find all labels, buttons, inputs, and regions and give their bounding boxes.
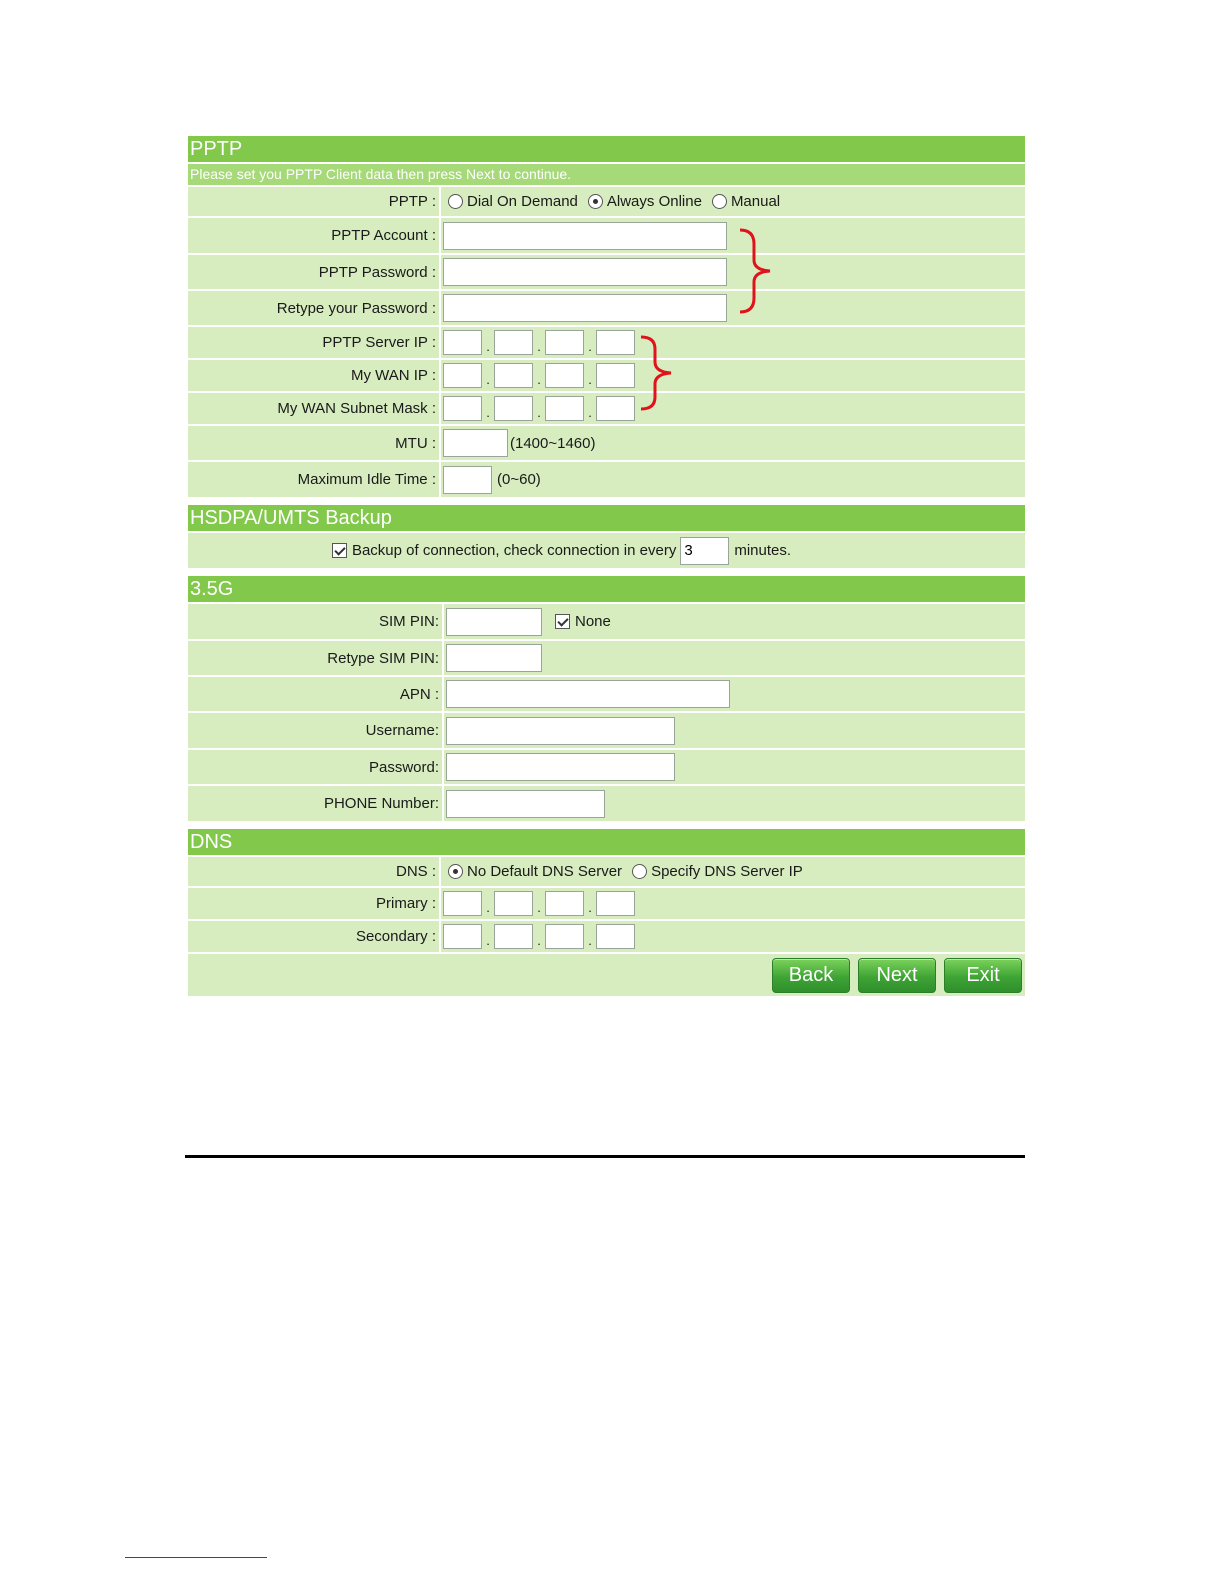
- section-title-pptp: PPTP: [188, 136, 1025, 162]
- radio-circle[interactable]: [448, 194, 463, 209]
- dns-secondary-label: Secondary :: [188, 921, 441, 952]
- password-input[interactable]: [446, 753, 675, 781]
- subnet-octet-4[interactable]: [596, 396, 635, 421]
- secondary-dns-octet-2[interactable]: [494, 924, 533, 949]
- secondary-dns-octet-4[interactable]: [596, 924, 635, 949]
- backup-text: Backup of connection, check connection in every: [351, 542, 677, 559]
- my-wan-ip-label: My WAN IP :: [188, 360, 441, 391]
- row-apn: [188, 675, 1025, 711]
- pptp-account-label: PPTP Account :: [188, 218, 441, 253]
- dot-separator: .: [537, 900, 541, 915]
- username-input[interactable]: [446, 717, 675, 745]
- row-password: [188, 748, 1025, 784]
- backup-interval-input[interactable]: [680, 537, 729, 565]
- pptp-account-input[interactable]: [443, 222, 727, 250]
- wan-subnet-mask-label: My WAN Subnet Mask :: [188, 393, 441, 424]
- backup-checkbox[interactable]: [332, 543, 347, 558]
- phone-number-input[interactable]: [446, 790, 605, 818]
- subnet-octet-3[interactable]: [545, 396, 584, 421]
- subnet-octet-2[interactable]: [494, 396, 533, 421]
- primary-dns-octet-2[interactable]: [494, 891, 533, 916]
- dot-separator: .: [537, 339, 541, 354]
- apn-input[interactable]: [446, 680, 730, 708]
- dot-separator: .: [588, 405, 592, 420]
- row-backup: [188, 531, 1025, 568]
- back-button[interactable]: Back: [772, 958, 850, 993]
- radio-circle[interactable]: [632, 864, 647, 879]
- retype-password-label: Retype your Password :: [188, 291, 441, 325]
- row-pptp-mode: [188, 185, 1025, 216]
- idle-range-hint: (0~60): [497, 471, 541, 488]
- row-pptp-server-ip: [188, 325, 1025, 358]
- row-pptp-account: [188, 216, 1025, 253]
- wan-ip-octet-2[interactable]: [494, 363, 533, 388]
- pptp-instructions: Please set you PPTP Client data then press Next to continue.: [188, 164, 1025, 185]
- dot-separator: .: [486, 405, 490, 420]
- primary-dns-octet-3[interactable]: [545, 891, 584, 916]
- page-divider: [185, 1155, 1025, 1158]
- sim-pin-label: SIM PIN:: [188, 604, 444, 639]
- dot-separator: .: [537, 372, 541, 387]
- backup-checkbox-label[interactable]: [332, 542, 676, 559]
- dns-primary-label: Primary :: [188, 888, 441, 919]
- primary-dns-octet-4[interactable]: [596, 891, 635, 916]
- retype-password-input[interactable]: [443, 294, 727, 322]
- dot-separator: .: [588, 372, 592, 387]
- username-label: Username:: [188, 713, 444, 748]
- retype-sim-pin-input[interactable]: [446, 644, 542, 672]
- phone-number-label: PHONE Number:: [188, 786, 444, 821]
- footnote-rule: [125, 1557, 267, 1558]
- dot-separator: .: [486, 372, 490, 387]
- mtu-label: MTU :: [188, 426, 441, 460]
- row-phone-number: [188, 784, 1025, 821]
- dot-separator: .: [537, 933, 541, 948]
- row-username: [188, 711, 1025, 748]
- row-dns-secondary: [188, 919, 1025, 952]
- pptp-mode-label: PPTP :: [188, 187, 441, 216]
- pptp-password-input[interactable]: [443, 258, 727, 286]
- dot-separator: .: [588, 900, 592, 915]
- none-checkbox[interactable]: [555, 614, 570, 629]
- radio-circle-selected[interactable]: [588, 194, 603, 209]
- max-idle-time-label: Maximum Idle Time :: [188, 462, 441, 497]
- row-pptp-password: [188, 253, 1025, 289]
- button-bar: [188, 952, 1025, 996]
- backup-unit: minutes.: [734, 542, 792, 559]
- mtu-input[interactable]: [443, 429, 508, 457]
- pptp-settings-panel: [188, 136, 1025, 996]
- row-dns-primary: [188, 886, 1025, 919]
- max-idle-time-input[interactable]: [443, 466, 492, 494]
- row-dns-mode: [188, 855, 1025, 886]
- exit-button[interactable]: Exit: [944, 958, 1022, 993]
- row-sim-pin: [188, 602, 1025, 639]
- radio-circle[interactable]: [712, 194, 727, 209]
- dot-separator: .: [486, 339, 490, 354]
- sim-pin-input[interactable]: [446, 608, 542, 636]
- dns-mode-label: DNS :: [188, 857, 441, 886]
- annotation-brace-account-icon: [736, 226, 780, 316]
- row-retype-sim-pin: [188, 639, 1025, 675]
- mtu-range-hint: (1400~1460): [510, 434, 596, 452]
- dot-separator: .: [588, 339, 592, 354]
- dot-separator: .: [588, 933, 592, 948]
- apn-label: APN :: [188, 677, 444, 711]
- radio-dial-on-demand[interactable]: Dial On Demand: [448, 193, 578, 210]
- section-title-dns: DNS: [188, 829, 1025, 855]
- radio-no-default-dns[interactable]: No Default DNS Server: [448, 863, 622, 880]
- server-ip-octet-3[interactable]: [545, 330, 584, 355]
- section-title-3-5g: 3.5G: [188, 576, 1025, 602]
- wan-ip-octet-3[interactable]: [545, 363, 584, 388]
- row-wan-subnet-mask: [188, 391, 1025, 424]
- radio-circle-selected[interactable]: [448, 864, 463, 879]
- retype-sim-pin-label: Retype SIM PIN:: [188, 641, 444, 675]
- dot-separator: .: [486, 933, 490, 948]
- primary-dns-octet-1[interactable]: [443, 891, 482, 916]
- server-ip-octet-2[interactable]: [494, 330, 533, 355]
- wan-ip-octet-1[interactable]: [443, 363, 482, 388]
- radio-manual[interactable]: Manual: [712, 193, 780, 210]
- wan-ip-octet-4[interactable]: [596, 363, 635, 388]
- secondary-dns-octet-3[interactable]: [545, 924, 584, 949]
- secondary-dns-octet-1[interactable]: [443, 924, 482, 949]
- server-ip-octet-1[interactable]: [443, 330, 482, 355]
- pptp-server-ip-label: PPTP Server IP :: [188, 327, 441, 358]
- sim-pin-none-option[interactable]: None: [555, 613, 611, 630]
- section-title-backup: HSDPA/UMTS Backup: [188, 505, 1025, 531]
- row-mtu: [188, 424, 1025, 460]
- pptp-password-label: PPTP Password :: [188, 255, 441, 289]
- annotation-brace-ip-icon: [637, 334, 681, 412]
- row-my-wan-ip: [188, 358, 1025, 391]
- password-label: Password:: [188, 750, 444, 784]
- dot-separator: .: [486, 900, 490, 915]
- dot-separator: .: [537, 405, 541, 420]
- next-button[interactable]: Next: [858, 958, 936, 993]
- row-retype-password: [188, 289, 1025, 325]
- subnet-octet-1[interactable]: [443, 396, 482, 421]
- radio-always-online[interactable]: Always Online: [588, 193, 702, 210]
- server-ip-octet-4[interactable]: [596, 330, 635, 355]
- row-max-idle-time: [188, 460, 1025, 497]
- radio-specify-dns[interactable]: Specify DNS Server IP: [632, 863, 803, 880]
